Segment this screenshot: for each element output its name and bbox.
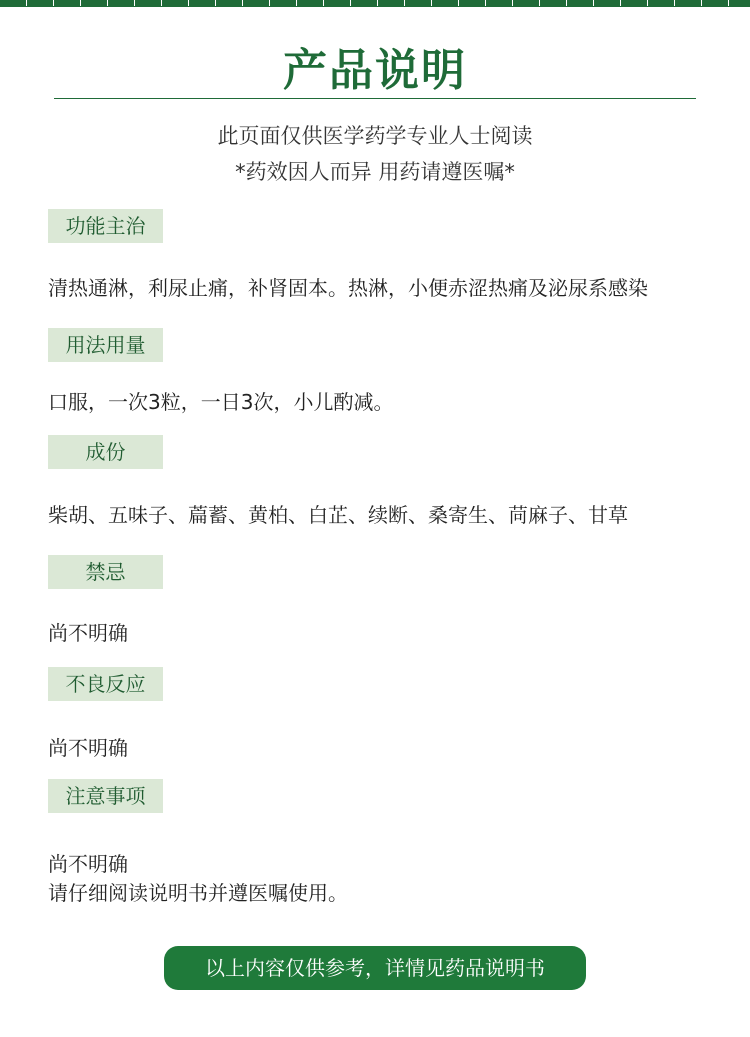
ingredients-text: 柴胡、五味子、萹蓄、黄柏、白芷、续断、桑寄生、苘麻子、甘草 bbox=[48, 503, 628, 527]
precautions-instruction: 请仔细阅读说明书并遵医嘱使用。 bbox=[48, 881, 348, 905]
section-label-contraindications: 禁忌 bbox=[48, 555, 163, 589]
section-label-indications: 功能主治 bbox=[48, 209, 163, 243]
reference-disclaimer-button[interactable]: 以上内容仅供参考，详情见药品说明书 bbox=[164, 946, 586, 990]
page-title: 产品说明 bbox=[283, 45, 467, 96]
title-divider bbox=[54, 98, 696, 99]
contraindications-text: 尚不明确 bbox=[48, 621, 128, 645]
section-label-precautions: 注意事项 bbox=[48, 779, 163, 813]
adverse-reactions-text: 尚不明确 bbox=[48, 736, 128, 760]
section-label-dosage: 用法用量 bbox=[48, 328, 163, 362]
precautions-text: 尚不明确 bbox=[48, 852, 128, 876]
section-label-adverse-reactions: 不良反应 bbox=[48, 667, 163, 701]
section-label-ingredients: 成份 bbox=[48, 435, 163, 469]
indications-text: 清热通淋，利尿止痛，补肾固本。热淋，小便赤涩热痛及泌尿系感染 bbox=[48, 276, 648, 300]
professional-notice: 此页面仅供医学药学专业人士阅读 bbox=[217, 124, 533, 148]
top-border-line bbox=[0, 6, 750, 7]
medication-advice: *药效因人而异 用药请遵医嘱* bbox=[235, 160, 515, 184]
dosage-text: 口服，一次3粒，一日3次，小儿酌减。 bbox=[48, 390, 394, 414]
